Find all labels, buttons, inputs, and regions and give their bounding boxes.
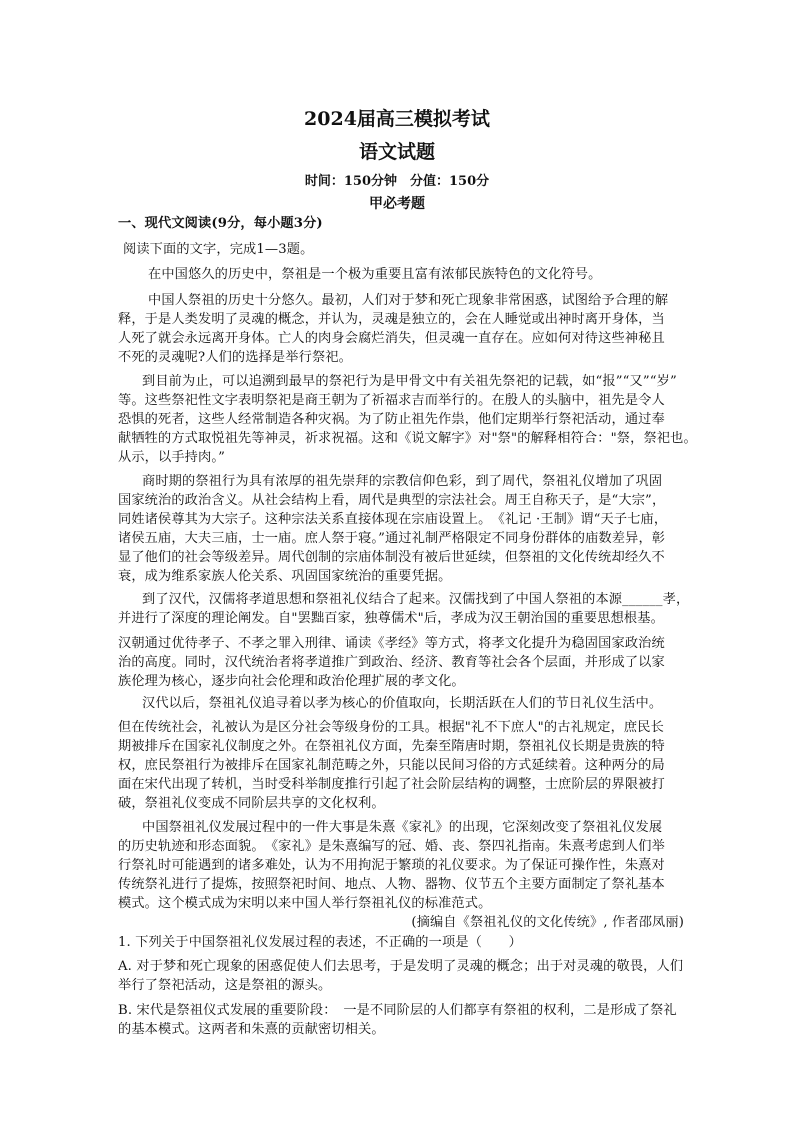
passage-line: 的历史轨迹和形态面貌。 《家礼》是朱熹编写的冠、婚、丧、祭四礼指南。朱熹考虑到人们举 bbox=[118, 839, 665, 854]
passage-line: 衰，成为维系家族人伦关系、巩固国家统治的重要凭据。 bbox=[118, 569, 452, 584]
passage-line: 从示，以手持肉。” bbox=[118, 450, 225, 465]
option-a-line: A. 对于梦和死亡现象的困惑促使人们去思考，于是发明了灵魂的概念；出于对灵魂的敬畏，人们 bbox=[118, 959, 684, 974]
passage-line: 等。这些祭祀性文字表明祭祀是商王朝为了祈福求吉而举行的。在殷人的头脑中，祖先是令人 bbox=[118, 393, 665, 408]
section-heading: 一、现代文阅读(9分，每小题3分) bbox=[118, 216, 323, 231]
passage-line: 汉代以后，祭祖礼仪追寻着以孝为核心的价值取向，长期活跃在人们的节日礼仪生活中。 bbox=[142, 696, 663, 711]
passage-line: 商时期的祭祖行为具有浓厚的祖先崇拜的宗教信仰色彩，到了周代，祭祖礼仪增加了巩固 bbox=[142, 474, 663, 489]
time-score-line: 时间：150分钟 分值：150分 bbox=[304, 174, 490, 189]
passage-line: 但在传统社会，礼被认为是区分社会等级身份的工具。根据"礼不下庶人"的古礼规定，庶民长 bbox=[118, 720, 664, 735]
passage-line: 期被排斥在国家礼仪制度之外。在祭祖礼仪方面，先秦至隋唐时期，祭祖礼仪长期是贵族的特 bbox=[118, 739, 665, 754]
passage-line: 国家统治的政治含义。从社会结构上看，周代是典型的宗法社会。周王自称天子，是“大宗”， bbox=[118, 493, 666, 508]
passage-line: 人死了就会永远离开身体。亡人的肉身会腐烂消失，但灵魂一直存在。应如何对待这些神秘且 bbox=[118, 331, 665, 346]
passage-line: 模式。这个模式成为宋明以来中国人举行祭祖礼仪的标准范式。 bbox=[118, 896, 492, 911]
passage-line: 族伦理为核心，逐步向社会伦理和政治伦理扩展的孝文化。 bbox=[118, 674, 465, 689]
passage-line: 到目前为止，可以追溯到最早的祭祀行为是甲骨文中有关祖先祭祀的记载，如“报”“又”“岁” bbox=[142, 374, 677, 389]
passage-line: 献牺牲的方式取悦祖先等神灵，祈求祝福。这和《说文解字》对"祭"的解释相符合："祭，祭祀也。 bbox=[118, 431, 697, 446]
instruction-text: 阅读下面的文字，完成1—3题。 bbox=[123, 242, 314, 257]
option-b-line: 的基本模式。这两者和朱熹的贡献密切相关。 bbox=[118, 1022, 385, 1037]
passage-line: 不死的灵魂呢?人们的选择是举行祭祀。 bbox=[118, 350, 352, 365]
part-title: 甲必考题 bbox=[369, 196, 425, 212]
option-a-line: 举行了祭祀活动，这是祭祖的源头。 bbox=[118, 978, 332, 993]
passage-line: 中国人祭祖的历史十分悠久。最初，人们对于梦和死亡现象非常困惑，试图给予合理的解 bbox=[148, 293, 669, 308]
passage-line: 显了他们的社会等级差异。周代创制的宗庙体制没有被后世延续，但祭祖的文化传统却经久不 bbox=[118, 550, 665, 565]
passage-line: 传统祭礼进行了提炼，按照祭祀时间、地点、人物、器物、仪节五个主要方面制定了祭礼基本 bbox=[118, 877, 665, 892]
passage-line: 释，于是人类发明了灵魂的概念，并认为，灵魂是独立的，会在人睡觉或出神时离开身体，当 bbox=[118, 312, 665, 327]
passage-line: 破，祭祖礼仪变成不同阶层共享的文化权利。 bbox=[118, 796, 385, 811]
source-citation: (摘编自《祭祖礼仪的文化传统》, 作者邵凤丽) bbox=[411, 915, 684, 930]
passage-line: 在中国悠久的历史中，祭祖是一个极为重要且富有浓郁民族特色的文化符号。 bbox=[148, 267, 602, 282]
passage-line: 同姓诸侯尊其为大宗子。这种宗法关系直接体现在宗庙设置上。 《礼记 ·王制》谓“天子七庙， bbox=[118, 512, 668, 527]
passage-line: 汉朝通过优待孝子、不孝之罪入刑律、诵读《孝经》等方式，将孝文化提升为稳固国家政治统 bbox=[118, 636, 665, 651]
passage-line: 行祭礼时可能遇到的诸多难处，认为不用拘泥于繁琐的礼仪要求。为了保证可操作性，朱熹对 bbox=[118, 858, 665, 873]
question-stem: 1. 下列关于中国祭祖礼仪发展过程的表述，不正确的一项是（ ） bbox=[118, 935, 523, 950]
passage-line: 并进行了深度的理论阐发。自"罢黜百家，独尊儒术"后，孝成为汉王朝治国的重要思想根基。 bbox=[118, 611, 664, 626]
passage-line: 权，庶民祭祖行为被排斥在国家礼制范畴之外，只能以民间习俗的方式延续着。这种两分的局 bbox=[118, 758, 665, 773]
passage-line: 恐惧的死者，这些人经常制造各种灾祸。为了防止祖先作祟，他们定期举行祭祀活动，通过奉 bbox=[118, 412, 665, 427]
exam-title: 2024届高三模拟考试 bbox=[304, 108, 490, 130]
passage-line: 治的高度。同时，汉代统治者将孝道推广到政治、经济、教育等社会各个层面，并形成了以家 bbox=[118, 655, 665, 670]
passage-line: 诸侯五庙，大夫三庙，士一庙。庶人祭于寝。”通过礼制严格限定不同身份群体的庙数差异，彰 bbox=[118, 531, 666, 546]
subject-title: 语文试题 bbox=[358, 141, 435, 163]
passage-line: 到了汉代，汉儒将孝道思想和祭祖礼仪结合了起来。汉儒找到了中国人祭祖的本源______孝， bbox=[142, 592, 690, 607]
option-b-line: B. 宋代是祭祖仪式发展的重要阶段： 一是不同阶层的人们都享有祭祖的权利，二是形成了祭礼 bbox=[118, 1003, 677, 1018]
passage-line: 面在宋代出现了转机，当时受科举制度推行引起了社会阶层结构的调整，士庶阶层的界限被打 bbox=[118, 777, 665, 792]
passage-line: 中国祭祖礼仪发展过程中的一件大事是朱熹《家礼》的出现，它深刻改变了祭祖礼仪发展 bbox=[142, 820, 663, 835]
